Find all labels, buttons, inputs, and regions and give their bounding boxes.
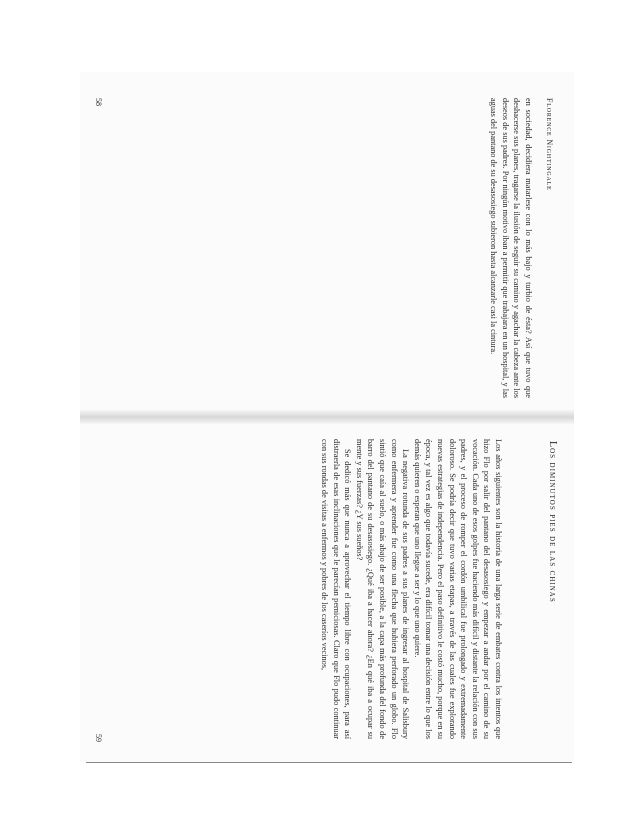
paragraph: Se dedicó más que nunca a aprovechar el tiempo libre con ocupaciones, para así distraerla de esas inclinaciones que le parecían perniciosas. Claro que Flo pudo continuar con sus rondas de visitas a enfermos y pobres de los caseríos vecinos,	[320, 439, 353, 739]
left-page	[80, 72, 574, 417]
book-spread	[80, 72, 574, 762]
paragraph: Los años siguientes son la historia de una larga serie de embates contra los intentos que hizo Flo por salir del pantano del desasosiego y empezar a andar por el camino de su vocación. Cada uno de esos golpes fue haciendo más difícil y distante la relación con sus padres, y el proceso de romper el cordón umbilical fue prolongado y extremadamente doloroso. Se podría decir que tuvo varias etapas, a través de las cuales fue explorando nuevas estrategias de independencia. Pero el paso definitivo le costó mucho, porque en su época, y tal vez es algo que todavía sucede, era difícil tomar una decisión entre lo que los demás quieren o esperan que uno llegue a ser y lo que uno quiere.	[412, 439, 503, 739]
right-page-text	[319, 439, 505, 739]
page-number-left: 58	[94, 98, 103, 106]
right-page	[80, 417, 574, 762]
paragraph: en sociedad, decidiera matarlese con lo más bajo y turbio de ésta? Así que tuvo que deshacerse sus planes, tragarse la ilusión de seguir su camino y agachar la cabeza ante los deseos de sus padres. Por ningún motivo iban a permitir que trabajara en un hospital, y las aguas del pantano de su desasosiego subieron hasta alcanzarle casi la cintura.	[489, 98, 533, 398]
rotated-spread	[80, 72, 574, 762]
running-head: Florence Nightingale	[545, 98, 554, 191]
left-page-text	[488, 98, 534, 398]
paragraph: La negativa rotunda de sus padres a sus planes de ingresar al hospital de Salisbury como enfermera y aprender fue como una flecha que hubiera perforado un globo. Flo sintió que caía al suelo, o más abajo de ser posible, a la capa más profunda del fondo de barro del pantano de su desasosiego. ¿Qué iba a hacer ahora? ¿En qué iba a ocupar su mente y sus fuerzas? ¿Y sus sueños?	[354, 439, 411, 739]
chapter-title: Los diminutos pies de las chinas	[547, 441, 558, 603]
page-number-right: 59	[94, 734, 103, 742]
